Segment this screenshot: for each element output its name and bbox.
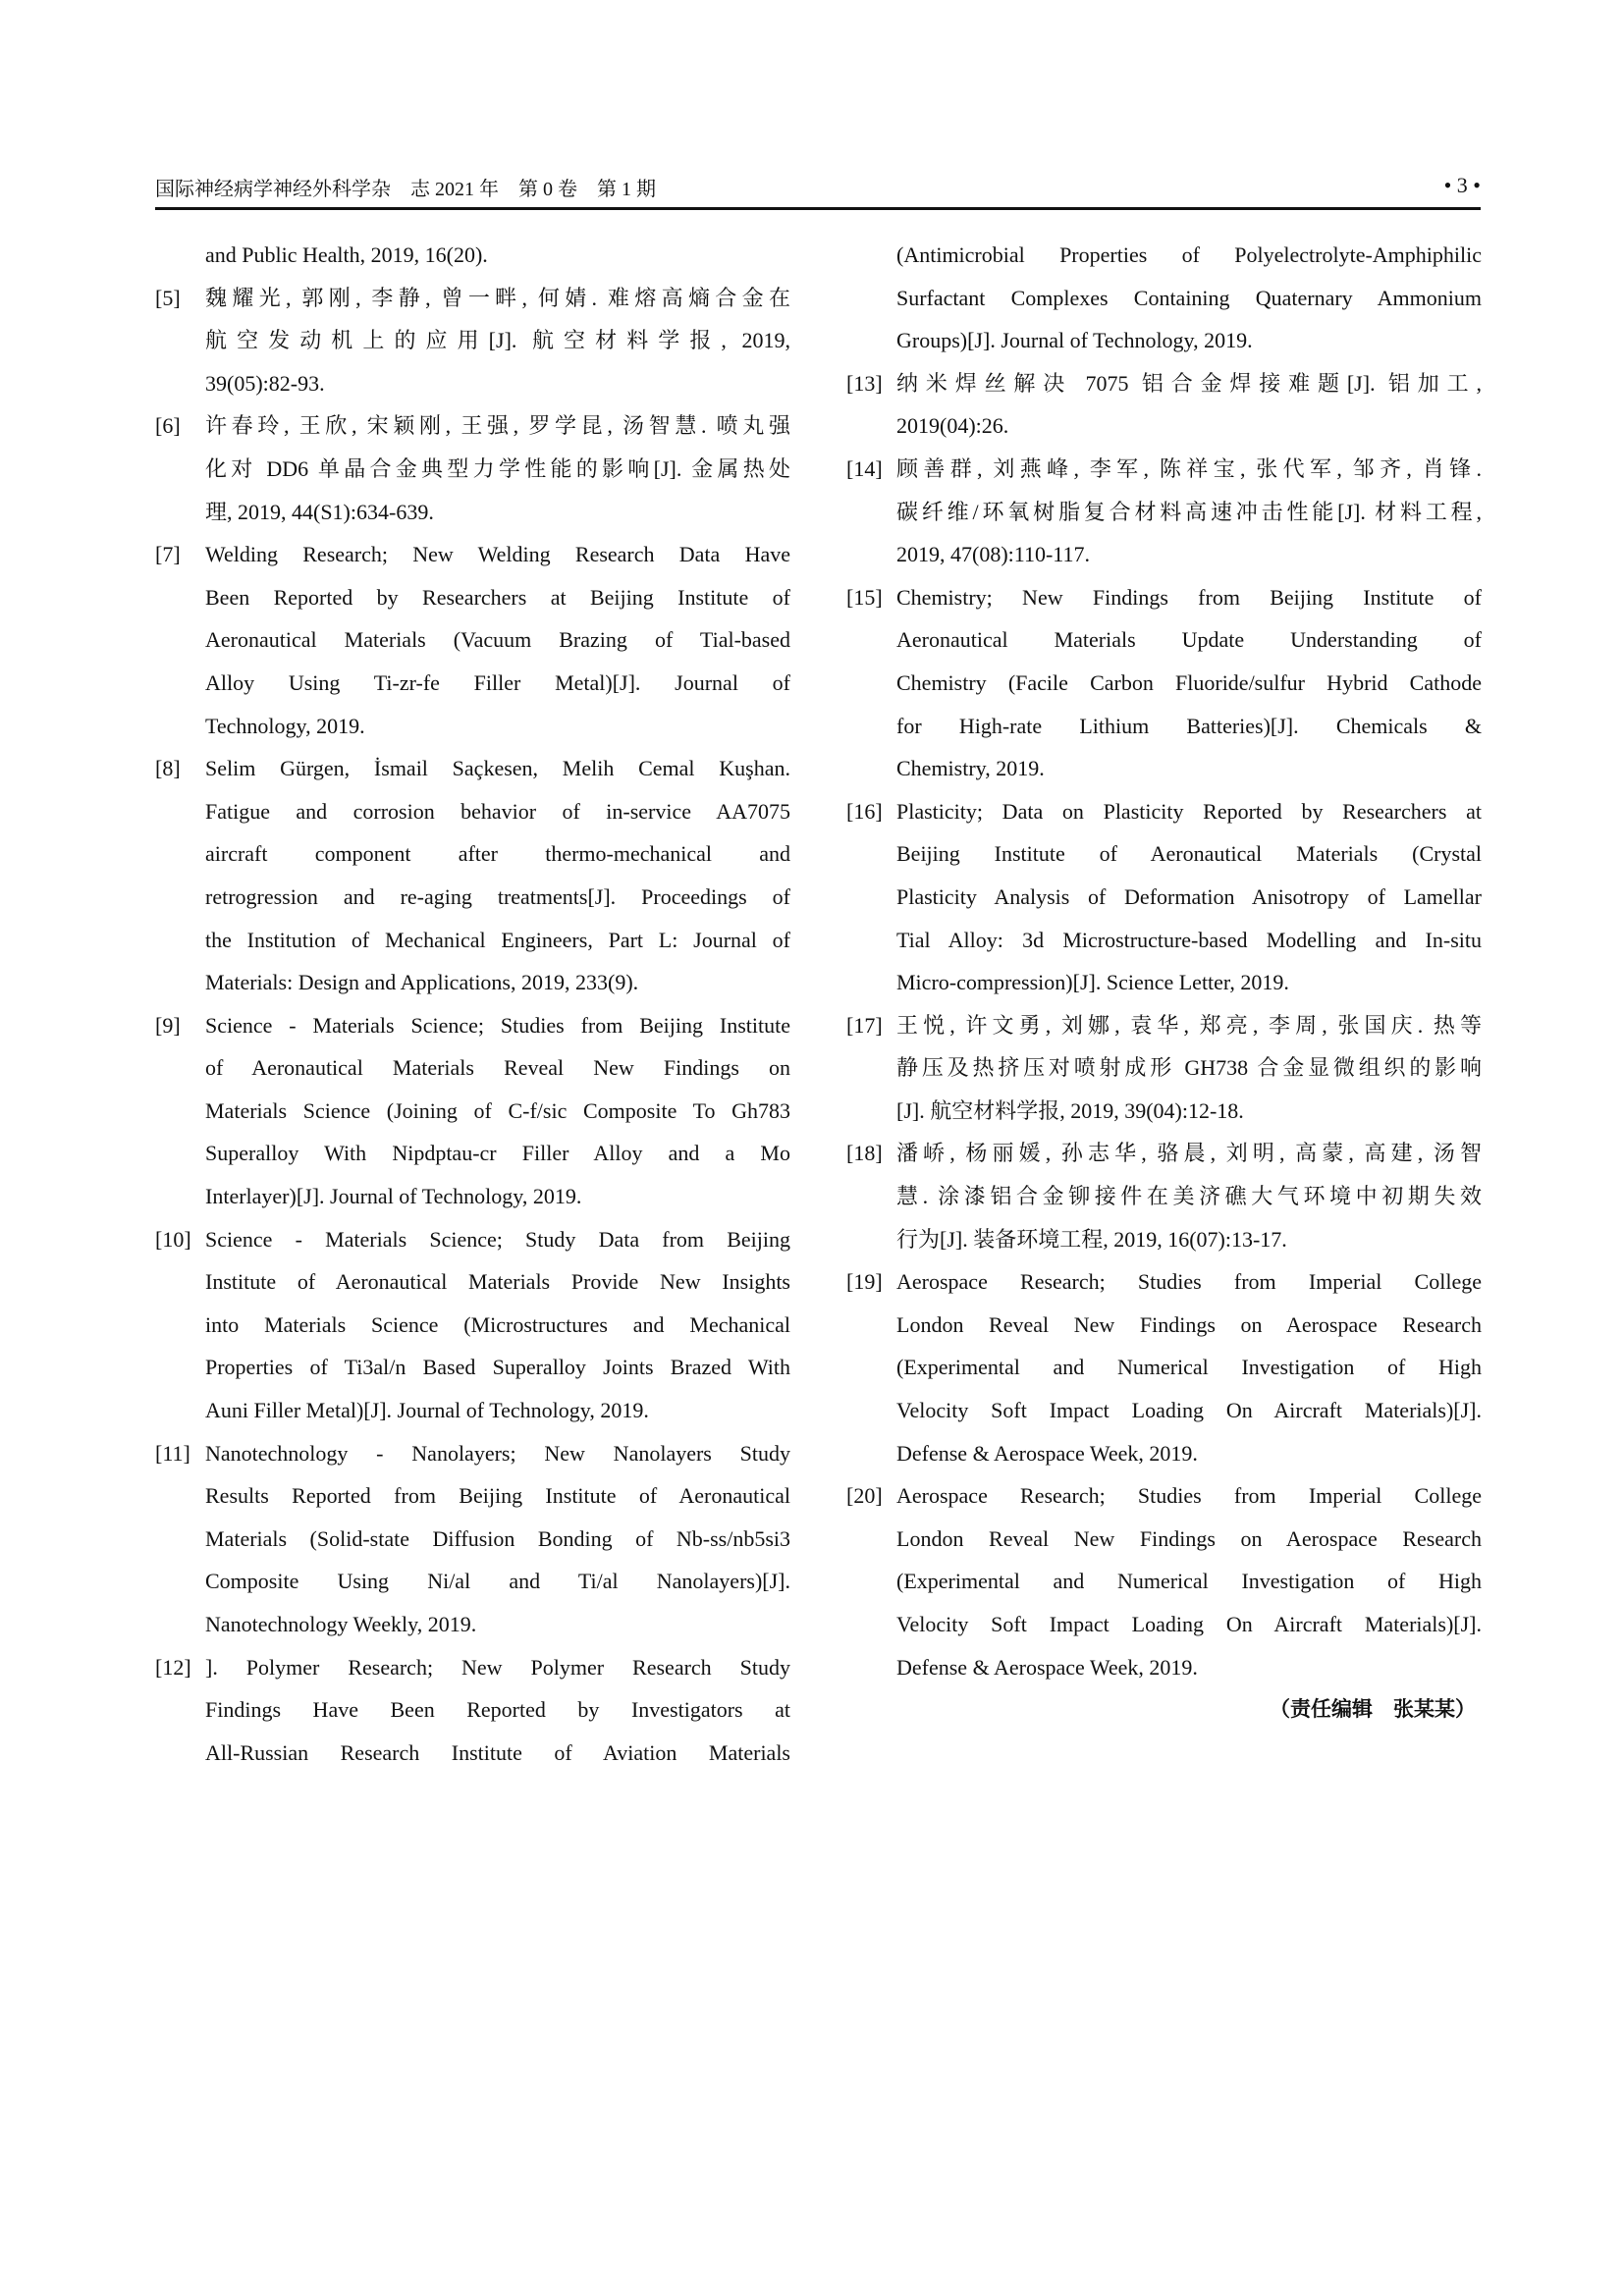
reference-line: Velocity Soft Impact Loading On Aircraft Materials)[J]. [896,1398,1482,1423]
reference-number: [15] [846,584,883,610]
reference-line: Interlayer)[J]. Journal of Technology, 2019. [205,1184,582,1209]
reference-line: Nanotechnology - Nanolayers; New Nanolayers Study [205,1440,790,1466]
reference-line: ]. Polymer Research; New Polymer Research Study [205,1654,790,1680]
reference-number: [6] [155,413,181,439]
reference-line: Welding Research; New Welding Research Data Have [205,542,790,567]
reference-line: Aerospace Research; Studies from Imperial College [896,1269,1482,1295]
reference-line: Selim Gürgen, İsmail Saçkesen, Melih Cemal Kuşhan. [205,756,790,781]
reference-line: All-Russian Research Institute of Aviation Materials [205,1739,790,1765]
reference-line: 2019, 47(08):110-117. [896,542,1090,567]
reference-line: Auni Filler Metal)[J]. Journal of Technology, 2019. [205,1398,649,1423]
reference-line: Velocity Soft Impact Loading On Aircraft Materials)[J]. [896,1612,1482,1636]
reference-line: Science - Materials Science; Studies from Beijing Institute [205,1012,790,1038]
reference-line: Defense & Aerospace Week, 2019. [896,1654,1198,1680]
reference-line: 航空发动机上的应用[J]. 航空材料学报, 2019, [205,328,790,353]
reference-line: Materials: Design and Applications, 2019, 233(9). [205,970,639,995]
reference-line: Chemistry, 2019. [896,756,1045,781]
reference-line: Materials (Solid-state Diffusion Bonding of Nb-ss/nb5si3 [205,1525,790,1551]
reference-line: Materials Science (Joining of C-f/sic Composite To Gh783 [205,1097,790,1123]
reference-line: Superalloy With Nipdptau-cr Filler Alloy and a Mo [205,1141,790,1166]
reference-entry [155,1004,790,1218]
reference-line: Technology, 2019. [205,713,365,738]
reference-line: (Experimental and Numerical Investigation of High [896,1569,1482,1594]
reference-line: Been Reported by Researchers at Beijing Institute of [205,584,790,610]
reference-entry [155,533,790,747]
reference-line: Tial Alloy: 3d Microstructure-based Modelling and In-situ [896,927,1482,952]
reference-line: 碳纤维/环氧树脂复合材料高速冲击性能[J]. 材料工程, [896,499,1482,524]
reference-line: Plasticity; Data on Plasticity Reported by Researchers at [896,798,1482,824]
reference-line: Surfactant Complexes Containing Quaternary Ammonium [896,285,1482,310]
reference-number: [5] [155,285,181,310]
reference-line: aircraft component after thermo-mechanical and [205,841,790,867]
reference-line: Aeronautical Materials Update Understanding of [896,627,1482,653]
reference-line: Aeronautical Materials (Vacuum Brazing of Tial-based [205,627,790,653]
reference-line: Chemistry (Facile Carbon Fluoride/sulfur Hybrid Cathode [896,669,1482,695]
reference-line: Composite Using Ni/al and Ti/al Nanolayers)[J]. [205,1569,790,1594]
reference-number: [7] [155,542,181,567]
reference-line: 行为[J]. 装备环境工程, 2019, 16(07):13-17. [896,1226,1287,1252]
reference-line: the Institution of Mechanical Engineers, Part L: Journal of [205,927,790,952]
reference-line: Beijing Institute of Aeronautical Materials (Crystal [896,841,1482,867]
reference-line: (Antimicrobial Properties of Polyelectrolyte-Amphiphilic [896,242,1482,267]
reference-number: [13] [846,370,883,396]
reference-line: Groups)[J]. Journal of Technology, 2019. [896,328,1253,353]
reference-line: into Materials Science (Microstructures and Mechanical [205,1311,790,1337]
reference-line: Chemistry; New Findings from Beijing Institute of [896,584,1482,610]
reference-line: retrogression and re-aging treatments[J]. Proceedings of [205,883,790,909]
reference-line: Alloy Using Ti-zr-fe Filler Metal)[J]. Journal of [205,669,790,695]
reference-number: [8] [155,756,181,781]
header-rule [155,207,1481,210]
reference-number: [11] [155,1440,190,1466]
reference-line: 化对 DD6 单晶合金典型力学性能的影响[J]. 金属热处 [205,455,790,481]
reference-line: Nanotechnology Weekly, 2019. [205,1612,477,1636]
reference-line: 慧. 涂漆铝合金铆接件在美济礁大气环境中初期失效 [896,1184,1482,1209]
reference-number: [17] [846,1012,883,1038]
reference-number: [9] [155,1012,181,1038]
reference-entry [155,1646,790,1775]
reference-entry [155,1218,790,1432]
reference-line: Science - Materials Science; Study Data from Beijing [205,1226,790,1252]
reference-number: [14] [846,455,883,481]
reference-line: Defense & Aerospace Week, 2019. [896,1440,1198,1466]
reference-entry [846,448,1482,576]
reference-line: Results Reported from Beijing Institute of Aeronautical [205,1483,790,1509]
responsible-editor-note: （责任编辑 张某某） [1270,1697,1476,1722]
reference-line: 39(05):82-93. [205,370,325,396]
reference-line: Plasticity Analysis of Deformation Anisotropy of Lamellar [896,883,1482,909]
reference-entry [846,1260,1482,1474]
reference-number: [18] [846,1141,883,1166]
reference-line: 2019(04):26. [896,413,1009,439]
reference-entry [155,234,790,277]
reference-line: London Reveal New Findings on Aerospace Research [896,1525,1482,1551]
reference-entry [846,1132,1482,1260]
reference-line: 顾善群, 刘燕峰, 李军, 陈祥宝, 张代军, 邹齐, 肖锋. [896,455,1482,481]
references-right-column [846,234,1482,1732]
reference-line: Aerospace Research; Studies from Imperial College [896,1483,1482,1509]
reference-line: Fatigue and corrosion behavior of in-service AA7075 [205,798,790,824]
reference-line: Findings Have Been Reported by Investigators at [205,1697,790,1723]
running-header [155,173,1481,202]
reference-number: [12] [155,1654,191,1680]
reference-entry [846,790,1482,1004]
reference-line: (Experimental and Numerical Investigation of High [896,1355,1482,1380]
journal-issue-info: 国际神经病学神经外科学杂 志 2021 年 第 0 卷 第 1 期 [155,179,656,200]
reference-entry [846,1004,1482,1133]
page-number: • 3 • [1443,173,1481,197]
reference-entry [846,576,1482,790]
reference-line: Micro-compression)[J]. Science Letter, 2019. [896,970,1289,995]
reference-line: 许春玲, 王欣, 宋颖刚, 王强, 罗学昆, 汤智慧. 喷丸强 [205,413,790,439]
reference-line: London Reveal New Findings on Aerospace Research [896,1311,1482,1337]
reference-number: [16] [846,798,883,824]
reference-number: [20] [846,1483,883,1509]
reference-line: 静压及热挤压对喷射成形 GH738 合金显微组织的影响 [896,1055,1482,1081]
reference-line: Institute of Aeronautical Materials Provide New Insights [205,1269,790,1295]
references-left-column [155,234,790,1774]
reference-line: 潘峤, 杨丽媛, 孙志华, 骆晨, 刘明, 高蒙, 高建, 汤智 [896,1141,1482,1166]
reference-line: of Aeronautical Materials Reveal New Findings on [205,1055,790,1081]
reference-entry [846,1474,1482,1688]
reference-line: for High-rate Lithium Batteries)[J]. Chemicals & [896,713,1482,738]
reference-entry [155,747,790,1004]
reference-entry [155,277,790,405]
reference-line: 王悦, 许文勇, 刘娜, 袁华, 郑亮, 李周, 张国庆. 热等 [896,1012,1482,1038]
reference-line: 纳米焊丝解决 7075 铝合金焊接难题[J]. 铝加工, [896,370,1482,396]
reference-line: and Public Health, 2019, 16(20). [205,242,488,267]
reference-entry [846,362,1482,448]
reference-entry [846,234,1482,362]
reference-line: [J]. 航空材料学报, 2019, 39(04):12-18. [896,1097,1244,1123]
reference-line: 理, 2019, 44(S1):634-639. [205,499,434,524]
reference-number: [19] [846,1269,883,1295]
reference-line: 魏耀光, 郭刚, 李静, 曾一畔, 何婧. 难熔高熵合金在 [205,285,790,310]
reference-entry [155,1432,790,1646]
reference-entry [155,404,790,533]
reference-number: [10] [155,1226,191,1252]
reference-line: Properties of Ti3al/n Based Superalloy Joints Brazed With [205,1355,790,1380]
